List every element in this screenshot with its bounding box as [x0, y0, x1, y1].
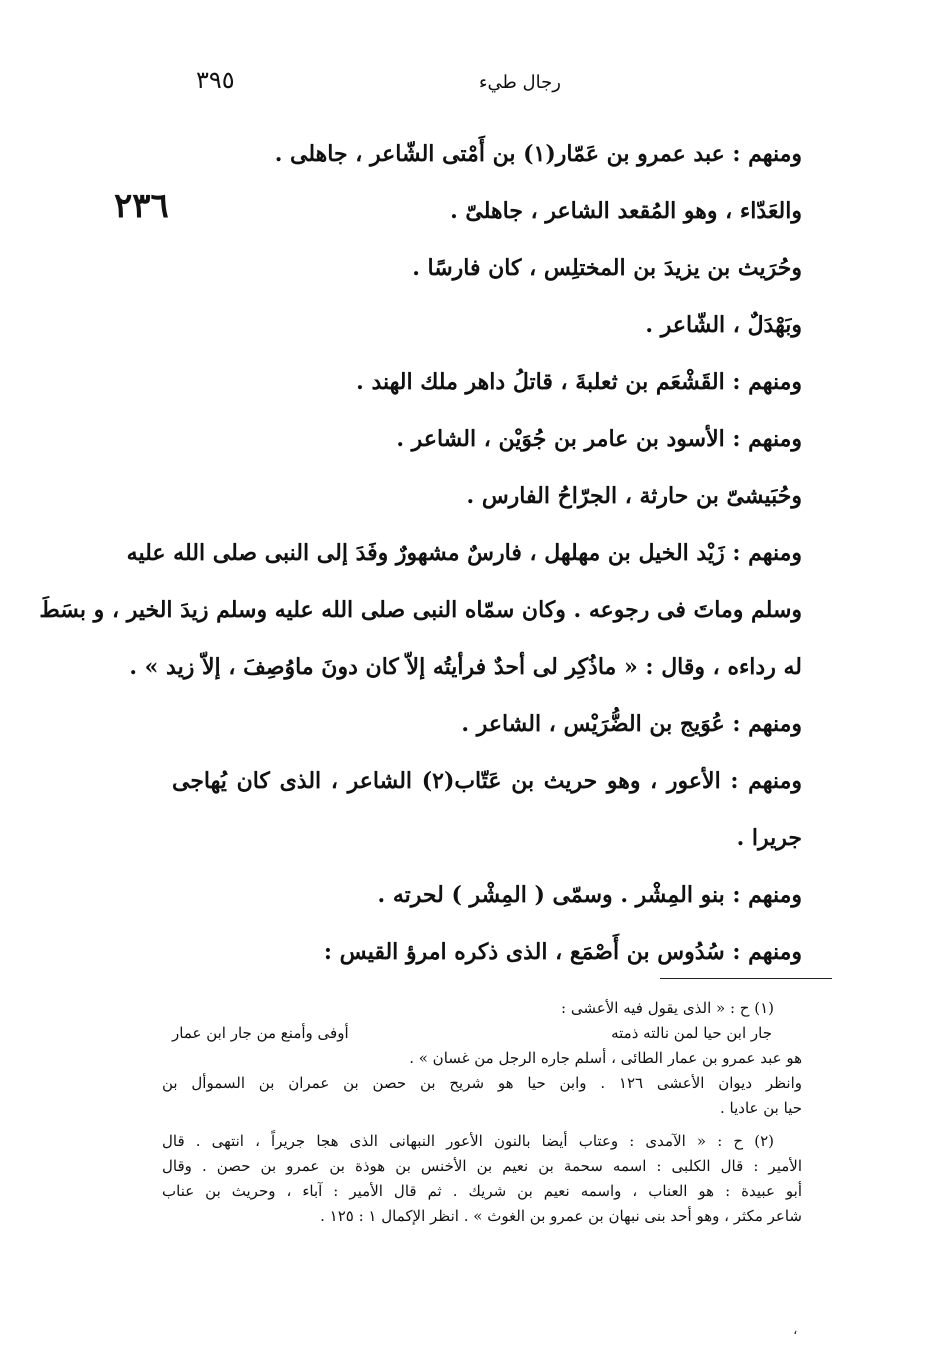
text-line: ومنهم : بنو المِشْر . وسمّى ( المِشْر ) لحرته .	[377, 882, 802, 908]
footnote-line: شاعر مكثر ، وهو أحد بنى نبهان بن عمرو بن الغوث » . انظر الإكمال ١ : ١٢٥ .	[320, 1207, 802, 1225]
footnote-line: هو عبد عمرو بن عمار الطائى ، أسلم جاره الرجل من غسان » .	[409, 1049, 802, 1067]
text-line: وسلم وماتَ فى رجوعه . وكان سمّاه النبى صلى الله عليه وسلم زيدَ الخير ، و بسَطَ	[39, 597, 802, 623]
footnote-divider	[660, 978, 832, 979]
text-line: له رداءه ، وقال : « ماذُكِر لى أحدٌ فرأيتُه إلاّ كان دونَ ماوُصِفَ ، إلاّ زيد » .	[129, 654, 802, 680]
text-line: ومنهم : الأسود بن عامر بن جُوَيْن ، الشاعر .	[396, 426, 802, 452]
text-line: والعَدّاء ، وهو المُقعد الشاعر ، جاهلىّ .	[450, 198, 802, 224]
print-mark: ،	[793, 1322, 798, 1338]
text-line: جريرا .	[736, 825, 802, 851]
running-title: رجال طيء	[479, 72, 561, 93]
footnote-line: حيا بن عاديا .	[720, 1099, 802, 1117]
text-line: وحُبَيشىّ بن حارثة ، الجرّاحُ الفارس .	[466, 483, 802, 509]
text-line: ومنهم : زَيْد الخيل بن مهلهل ، فارسٌ مشهورٌ وفَدَ إلى النبى صلى الله عليه	[126, 540, 802, 566]
footnote-line: وانظر ديوان الأعشى ١٢٦ . وابن حيا هو شريح بن حصن بن عمران بن السموأل بن	[162, 1074, 802, 1092]
footnote-line: أبو عبيدة : هو العناب ، واسمه نعيم بن شريك . ثم قال الأمير : آباء ، وحريث بن عناب	[162, 1182, 802, 1200]
footnotes	[162, 996, 802, 1229]
footnote-line: (١) ح : « الذى يقول فيه الأعشى :	[561, 999, 774, 1017]
footnote-line: الأمير : قال الكلبى : اسمه سحمة بن نعيم بن الأخنس بن هوذة بن عمرو بن حصن . وقال	[162, 1157, 802, 1175]
text-line: ومنهم : الأعور ، وهو حريث بن عَتّاب(٢) الشاعر ، الذى كان يُهاجى	[172, 768, 802, 794]
footnote-line: (٢) ح : « الآمدى : وعتاب أيضا بالنون الأعور النبهانى الذى هجا جريراً ، انتهى . قال	[162, 1132, 774, 1150]
text-line: ومنهم : عُوَيج بن الضُّرَيْس ، الشاعر .	[461, 711, 802, 737]
verse-first-hemistich: جار ابن حيا لمن نالته ذمته	[611, 1024, 772, 1042]
margin-entry-number: ٢٣٦	[114, 186, 169, 226]
text-line: ومنهم : سُدُوس بن أَصْمَع ، الذى ذكره امرؤ القيس :	[323, 939, 802, 965]
text-line: وبَهْدَلٌ ، الشّاعر .	[645, 312, 802, 338]
text-line: ومنهم : القَشْعَم بن ثعلبةَ ، قاتلُ داهر ملك الهند .	[356, 369, 802, 395]
text-line: ومنهم : عبد عمرو بن عَمّار(١) بن أَمْتى الشّاعر ، جاهلى .	[274, 141, 802, 167]
page-number: ٣٩٥	[196, 66, 235, 94]
verse-second-hemistich: أوفى وأمنع من جار ابن عمار	[172, 1024, 349, 1042]
text-line: وحُرَيث بن يزيدَ بن المختلِس ، كان فارسًا .	[412, 255, 802, 281]
verse-line	[162, 1021, 802, 1046]
